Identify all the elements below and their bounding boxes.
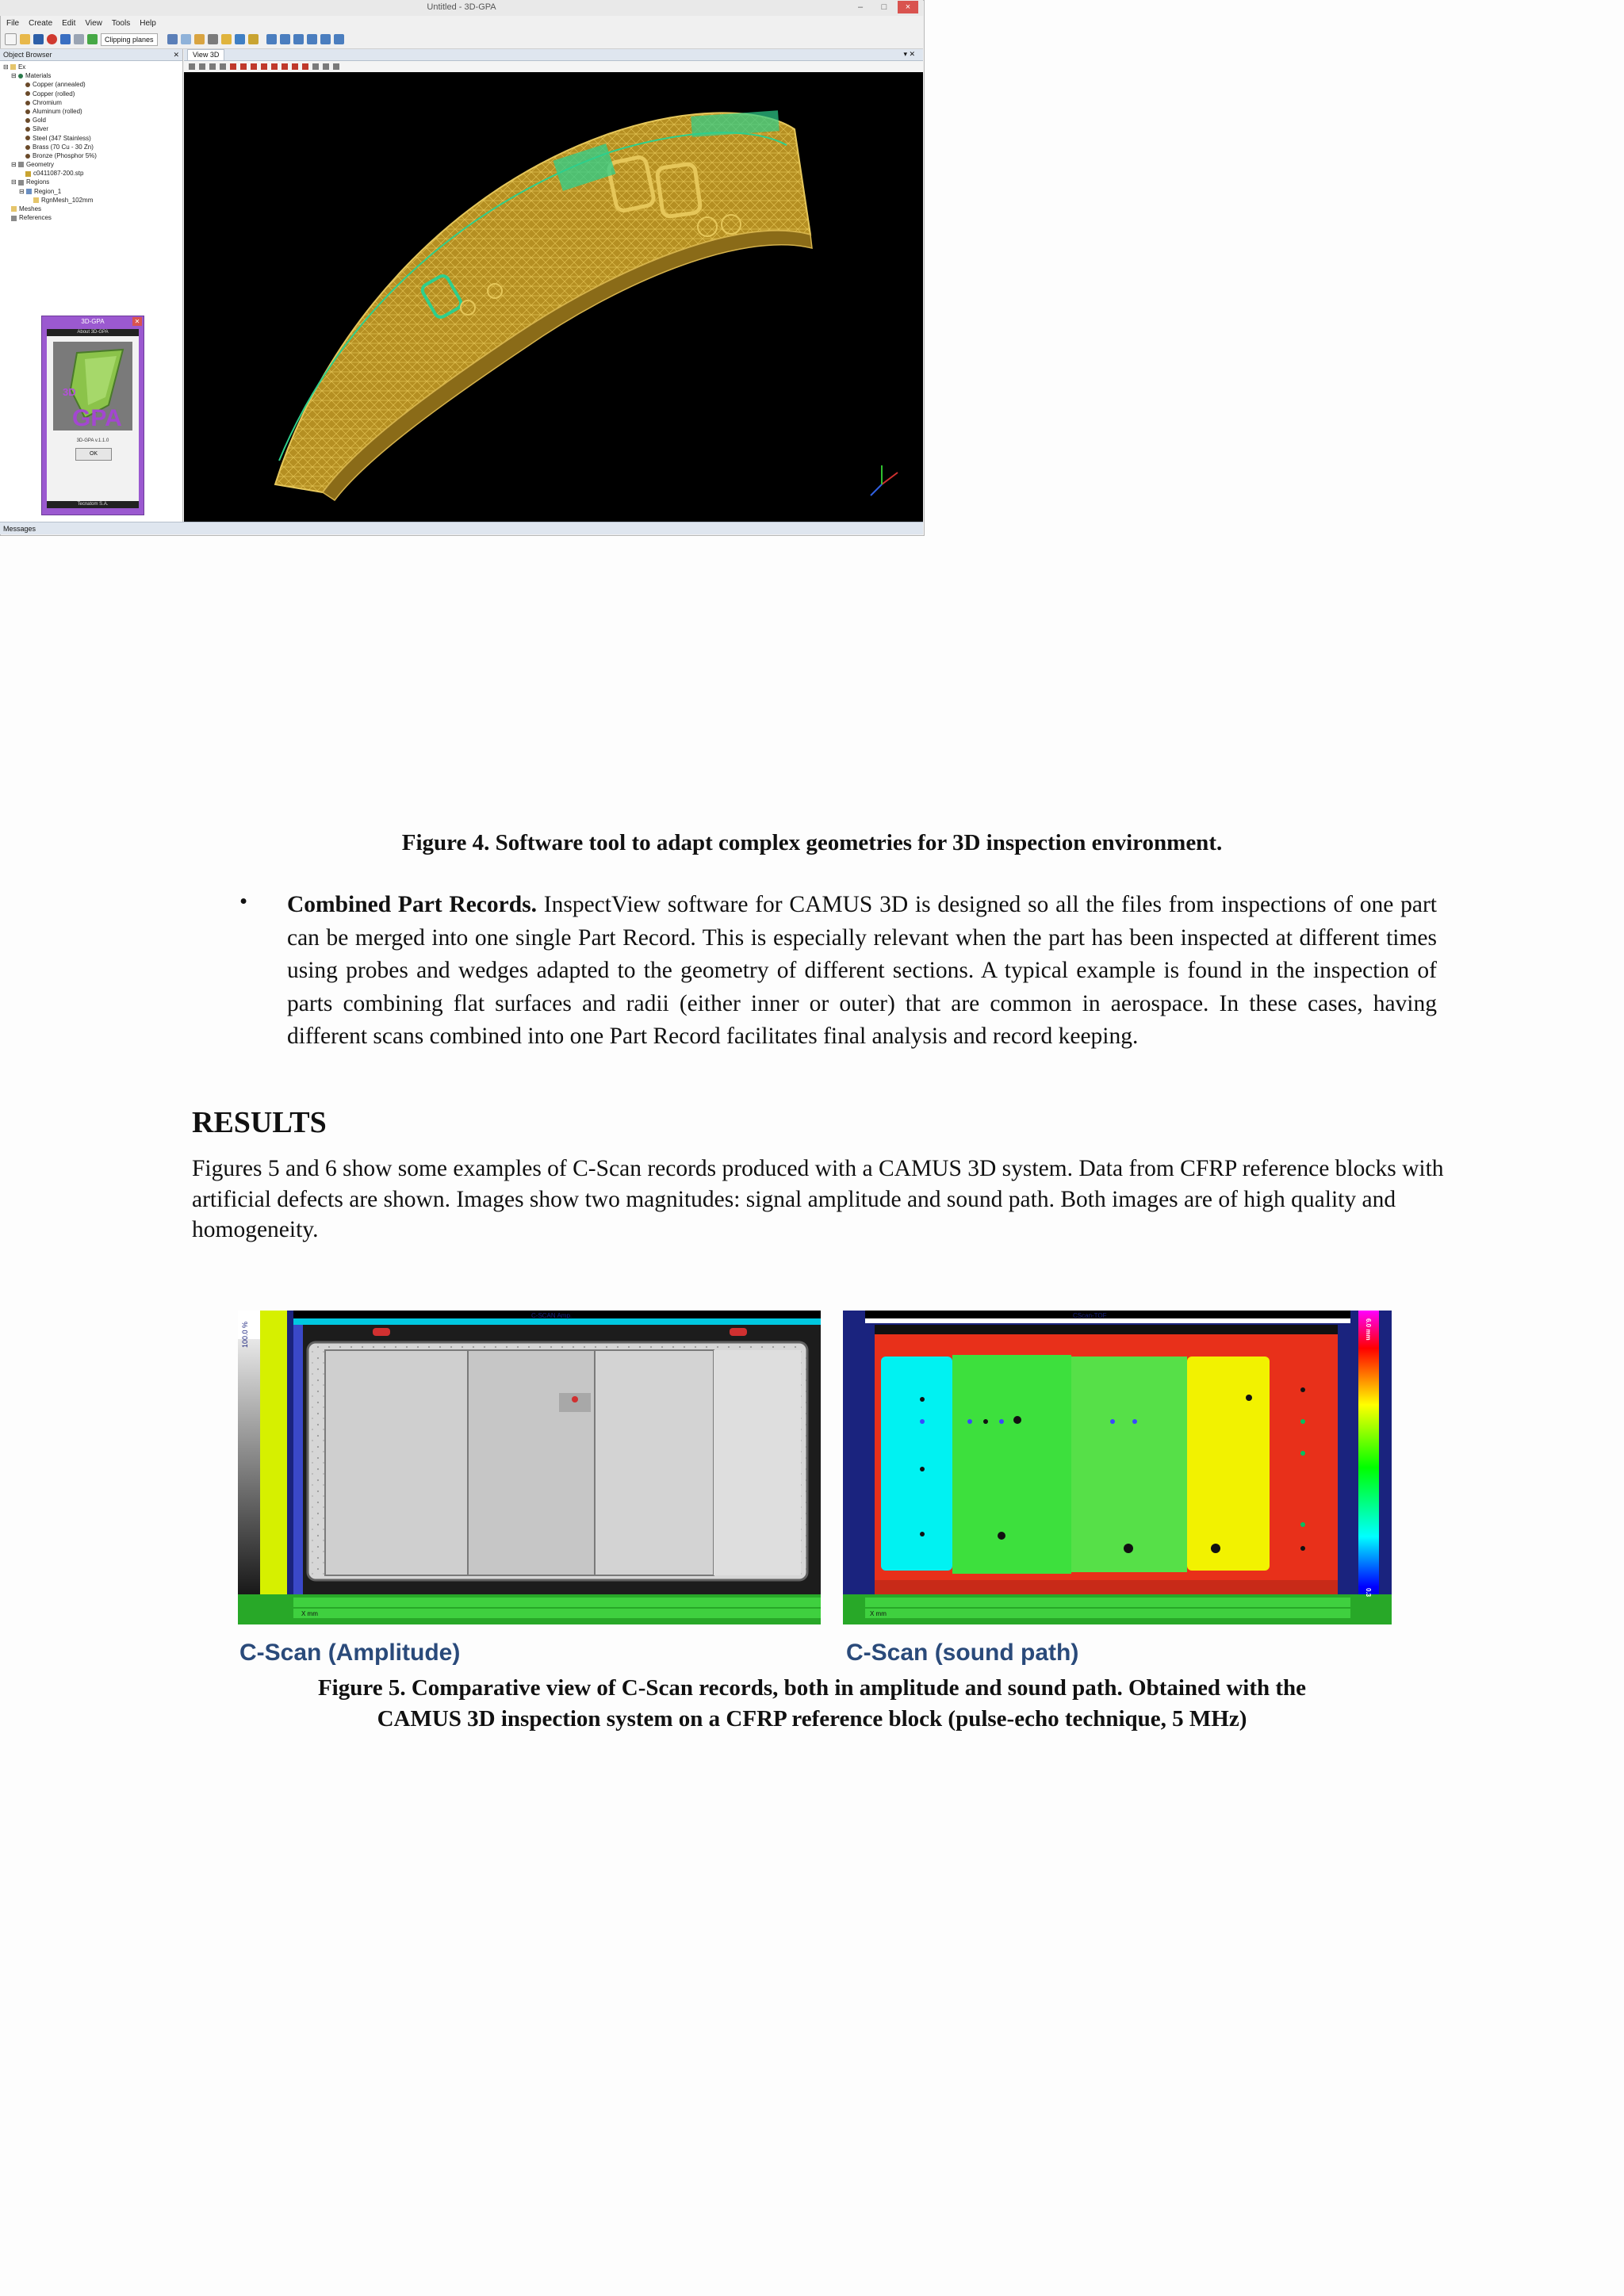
open-folder-icon[interactable] bbox=[20, 34, 30, 44]
main-toolbar bbox=[0, 30, 923, 49]
clipping-icon[interactable] bbox=[87, 34, 98, 44]
pin-icon[interactable]: ✕ bbox=[173, 51, 179, 59]
version-text: 3D-GPA v.1.1.0 bbox=[76, 438, 109, 443]
cscan-soundpath-image bbox=[843, 1311, 1392, 1624]
redo-icon[interactable] bbox=[74, 34, 84, 44]
tree-item[interactable]: ⊟ Materials bbox=[11, 72, 52, 80]
curved-part-model bbox=[184, 72, 923, 522]
undo-icon[interactable] bbox=[60, 34, 71, 44]
tree-item[interactable]: c0411087-200.stp bbox=[3, 169, 182, 178]
window-titlebar bbox=[0, 0, 923, 16]
tree-item[interactable]: Copper (rolled) bbox=[3, 90, 182, 98]
tree-item[interactable]: RgnMesh_102mm bbox=[3, 196, 182, 205]
view-tool-icon[interactable] bbox=[230, 63, 236, 70]
bullet-text: InspectView software for CAMUS 3D is designed so all the files from inspections of one part can be merged into one single Part Record. This is especially relevant when the part has been inspected at different times using probes and wedges adapted to the geometry of different sections. A typical example is found in the inspection of parts combining flat surfaces and radii (either inner or outer) that are common in aerospace. In these cases, having different scans combined into one Part Record facilitates final analysis and record keeping. bbox=[287, 892, 1437, 1050]
cscan-amplitude-image bbox=[238, 1311, 821, 1624]
cscan-amp-title: C-SCAN Amp. bbox=[531, 1312, 573, 1319]
view-3d-tabbar bbox=[184, 49, 923, 61]
x-axis-unit: X mm bbox=[870, 1610, 887, 1617]
figure-5-caption-line-1: Figure 5. Comparative view of C-Scan records, both in amplitude and sound path. Obtained with the bbox=[317, 1675, 1307, 1701]
about-close-icon[interactable]: ✕ bbox=[132, 317, 142, 326]
figure-4-screenshot bbox=[0, 0, 925, 536]
export-icon[interactable] bbox=[334, 34, 344, 44]
ok-button[interactable]: OK bbox=[75, 448, 112, 461]
stop-icon[interactable] bbox=[47, 34, 57, 44]
view-tool-icon[interactable] bbox=[271, 63, 278, 70]
tab-view-3d[interactable]: View 3D bbox=[187, 49, 224, 60]
logo-3d-text: 3D bbox=[63, 386, 76, 398]
tree-item[interactable]: Gold bbox=[3, 116, 182, 124]
view-tool-icon[interactable] bbox=[251, 63, 257, 70]
logo-gpa-text: GPA bbox=[72, 405, 122, 431]
object-browser-header bbox=[0, 49, 182, 61]
view-top-icon[interactable] bbox=[307, 34, 317, 44]
view-tool-icon[interactable] bbox=[240, 63, 247, 70]
maximize-button[interactable]: □ bbox=[881, 2, 887, 12]
tree-item[interactable]: References bbox=[3, 213, 182, 222]
x-axis-unit: X mm bbox=[301, 1610, 318, 1617]
tree-item[interactable]: Brass (70 Cu - 30 Zn) bbox=[3, 143, 182, 151]
view-tool-icon[interactable] bbox=[323, 63, 329, 70]
tree-item[interactable]: ⊟ Region_1 bbox=[19, 187, 62, 195]
tree-item[interactable]: Chromium bbox=[3, 98, 182, 107]
clipping-planes-dropdown[interactable]: Clipping planes bbox=[101, 33, 158, 46]
menu-view[interactable]: View bbox=[85, 18, 102, 28]
messages-label: Messages bbox=[3, 525, 36, 533]
warning-icon[interactable] bbox=[248, 34, 259, 44]
tree-item[interactable]: Aluminum (rolled) bbox=[3, 107, 182, 116]
soundpath-sublabel: C-Scan (sound path) bbox=[846, 1640, 1079, 1666]
menu-tools[interactable]: Tools bbox=[111, 18, 131, 28]
view-tool-icon[interactable] bbox=[220, 63, 226, 70]
bullet-icon: • bbox=[239, 889, 248, 914]
menu-create[interactable]: Create bbox=[29, 18, 53, 28]
amplitude-sublabel: C-Scan (Amplitude) bbox=[239, 1640, 461, 1666]
3d-viewport[interactable] bbox=[184, 72, 923, 522]
view-tool-icon[interactable] bbox=[189, 63, 195, 70]
about-header: About 3D-GPA bbox=[47, 329, 139, 336]
about-dialog bbox=[41, 316, 144, 515]
results-paragraph: Figures 5 and 6 show some examples of C-Scan records produced with a CAMUS 3D system. Data from CFRP reference blocks with artificial defects are shown. Images show two magnitudes: signal amplitude and sound path. Both images are of high quality and homogeneity. bbox=[192, 1156, 1444, 1242]
mesh-icon[interactable] bbox=[181, 34, 191, 44]
view-iso-icon[interactable] bbox=[320, 34, 331, 44]
view-tool-icon[interactable] bbox=[199, 63, 205, 70]
view-3d-panel bbox=[184, 49, 923, 522]
object-tree bbox=[0, 61, 182, 222]
tree-item[interactable]: Bronze (Phosphor 5%) bbox=[3, 151, 182, 160]
menu-edit[interactable]: Edit bbox=[62, 18, 76, 28]
view-tool-icon[interactable] bbox=[302, 63, 308, 70]
save-icon[interactable] bbox=[33, 34, 44, 44]
menu-bar bbox=[0, 16, 923, 30]
brush-icon[interactable] bbox=[208, 34, 218, 44]
view-tool-icon[interactable] bbox=[209, 63, 216, 70]
about-dialog-titlebar bbox=[42, 316, 144, 327]
tree-item[interactable]: Copper (annealed) bbox=[3, 80, 182, 89]
menu-file[interactable]: File bbox=[6, 18, 20, 28]
figure-5-caption bbox=[0, 1673, 1624, 1735]
tree-item[interactable]: Steel (347 Stainless) bbox=[3, 134, 182, 143]
tree-item[interactable]: Silver bbox=[3, 124, 182, 133]
close-button[interactable]: × bbox=[898, 1, 918, 13]
view-tool-icon[interactable] bbox=[312, 63, 319, 70]
view-tool-icon[interactable] bbox=[261, 63, 267, 70]
figure-5-caption-line-2: CAMUS 3D inspection system on a CFRP reference block (pulse-echo technique, 5 MHz) bbox=[377, 1706, 1247, 1732]
part-icon[interactable] bbox=[221, 34, 232, 44]
messages-bar bbox=[0, 522, 923, 534]
new-file-icon[interactable] bbox=[5, 33, 17, 45]
close-tab-icon[interactable]: ▾ ✕ bbox=[903, 50, 915, 58]
about-dialog-title: 3D-GPA bbox=[81, 318, 105, 325]
results-heading: RESULTS bbox=[192, 1106, 327, 1139]
view-toolbar bbox=[184, 61, 923, 72]
view-side-icon[interactable] bbox=[293, 34, 304, 44]
material-icon[interactable] bbox=[194, 34, 205, 44]
view-tool-icon[interactable] bbox=[282, 63, 288, 70]
tree-item[interactable]: Meshes bbox=[3, 205, 182, 213]
window-title: Untitled - 3D-GPA bbox=[427, 2, 496, 12]
cscan-tof-title: CScan-TOF bbox=[1073, 1312, 1107, 1319]
object-browser-panel bbox=[0, 49, 183, 522]
gear-icon[interactable] bbox=[235, 34, 245, 44]
soundpath-scale-bottom: 0.3 bbox=[1365, 1588, 1372, 1598]
view-tool-icon[interactable] bbox=[292, 63, 298, 70]
menu-help[interactable]: Help bbox=[140, 18, 156, 28]
tree-item[interactable]: ⊟ Geometry bbox=[11, 161, 55, 169]
region-icon[interactable] bbox=[167, 34, 178, 44]
combined-part-records-paragraph bbox=[287, 889, 1437, 1054]
tree-item[interactable]: ⊟ Regions bbox=[11, 178, 50, 186]
view-front-icon[interactable] bbox=[266, 34, 277, 44]
about-footer: Tecnatom S.A. bbox=[47, 501, 139, 508]
view-tool-icon[interactable] bbox=[333, 63, 339, 70]
amplitude-scale-label: 100.0 % bbox=[241, 1322, 249, 1349]
view-cube-icon[interactable] bbox=[280, 34, 290, 44]
tree-item[interactable]: ⊟ Ex bbox=[3, 63, 26, 71]
object-browser-title: Object Browser bbox=[3, 51, 52, 59]
soundpath-scale-top: 6.0 mm bbox=[1365, 1318, 1372, 1341]
bullet-title: Combined Part Records. bbox=[287, 892, 537, 917]
figure-4-caption: Figure 4. Software tool to adapt complex geometries for 3D inspection environment. bbox=[401, 830, 1223, 855]
minimize-button[interactable]: – bbox=[857, 2, 864, 12]
